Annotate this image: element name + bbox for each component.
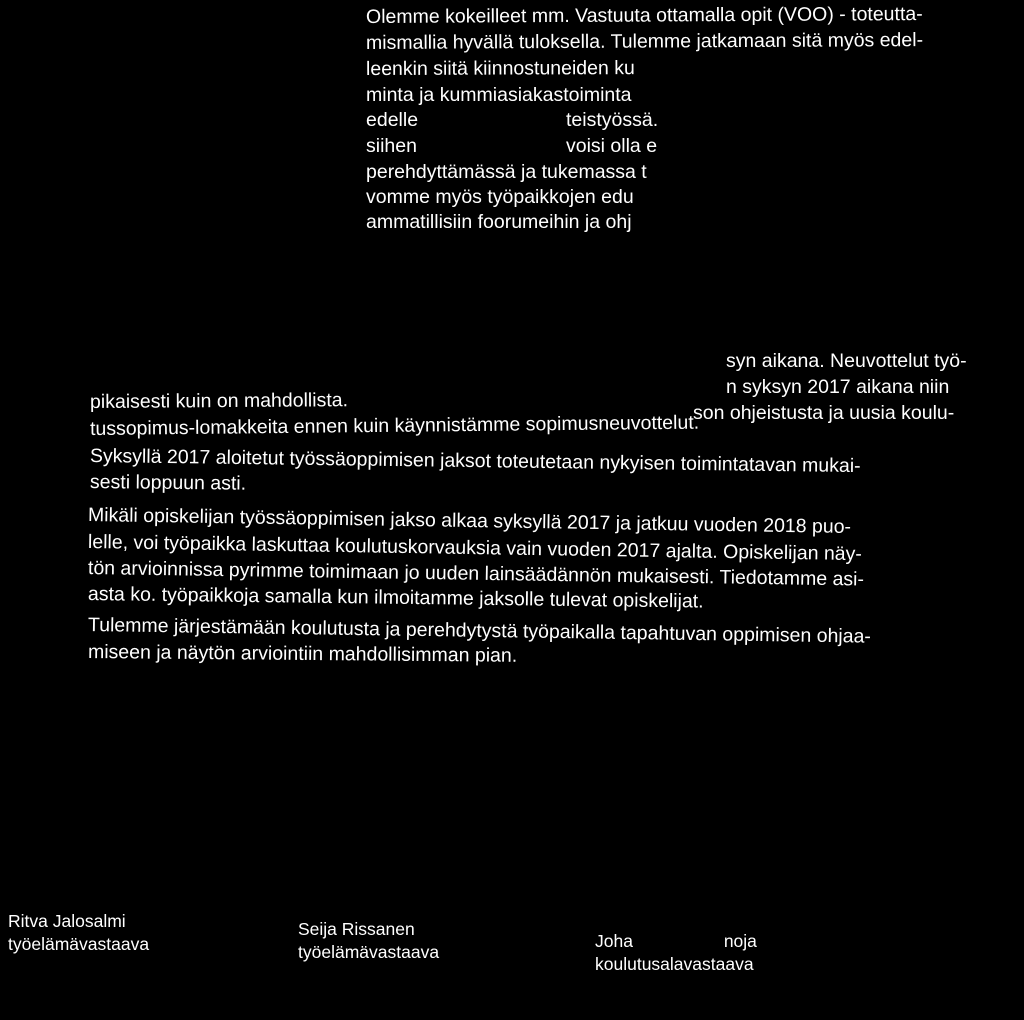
- text-line: edelle: [366, 109, 419, 131]
- text-line: sesti loppuun asti.: [89, 471, 247, 495]
- text-line: Syksyllä 2017 aloitetut työssäoppimisen jaksot toteutetaan nykyisen toimintatavan mukai-: [89, 445, 861, 478]
- text-line: teistyössä.: [566, 109, 659, 131]
- text-line: son ohjeistusta ja uusia koulu-: [693, 402, 955, 424]
- text-line: lelle, voi työpaikka laskuttaa koulutuskorvauksia vain vuoden 2017 ajalta. Opiskelijan näy-: [87, 531, 863, 566]
- text-line: miseen ja näytön arviointiin mahdollisimman pian.: [87, 641, 518, 667]
- text-line: tussopimus-lomakkeita ennen kuin käynnistämme sopimusneuvottelut.: [89, 411, 700, 440]
- signature-block: [8, 910, 149, 956]
- signature-title: koulutusalavastaava: [595, 954, 754, 974]
- signature-title: työelämävastaava: [8, 934, 150, 954]
- text-line: syn aikana. Neuvottelut työ-: [726, 350, 967, 372]
- text-line: mismallia hyvällä tuloksella. Tulemme jatkamaan sitä myös edel-: [365, 29, 924, 54]
- text-line: n syksyn 2017 aikana niin: [726, 376, 950, 398]
- text-line: ammatillisiin foorumeihin ja ohj: [366, 211, 632, 233]
- signature-title: työelämävastaava: [298, 942, 440, 962]
- signature-name-part: noja: [723, 931, 757, 951]
- text-line: Tulemme järjestämään koulutusta ja perehdytystä työpaikalla tapahtuvan oppimisen ohjaa-: [87, 614, 872, 648]
- text-line: minta ja kummiasiakastoiminta: [366, 84, 632, 106]
- text-line: pikaisesti kuin on mahdollista.: [89, 389, 349, 413]
- signature-name: Seija Rissanen: [298, 919, 415, 939]
- signature-block: [595, 930, 757, 976]
- text-line: vomme myös työpaikkojen edu: [366, 186, 634, 208]
- signature-block: [298, 918, 439, 964]
- text-line: voisi olla e: [566, 135, 658, 157]
- signature-name-part: Joha: [595, 931, 633, 951]
- text-line: Olemme kokeilleet mm. Vastuuta ottamalla opit (VOO) - toteutta-: [365, 3, 923, 28]
- signature-name: Ritva Jalosalmi: [8, 911, 126, 931]
- text-line: siihen: [366, 135, 417, 157]
- text-line: tön arvioinnissa pyrimme toimimaan jo uuden lainsäädännön mukaisesti. Tiedotamme asi-: [87, 557, 865, 591]
- text-line: asta ko. työpaikkoja samalla kun ilmoitamme jaksolle tulevat opiskelijat.: [87, 583, 704, 613]
- text-line: Mikäli opiskelijan työssäoppimisen jakso alkaa syksyllä 2017 ja jatkuu vuoden 2018 puo-: [87, 504, 852, 538]
- text-line: perehdyttämässä ja tukemassa t: [366, 161, 647, 183]
- text-line: leenkin siitä kiinnostuneiden ku: [365, 57, 635, 80]
- signature-name: [595, 930, 757, 953]
